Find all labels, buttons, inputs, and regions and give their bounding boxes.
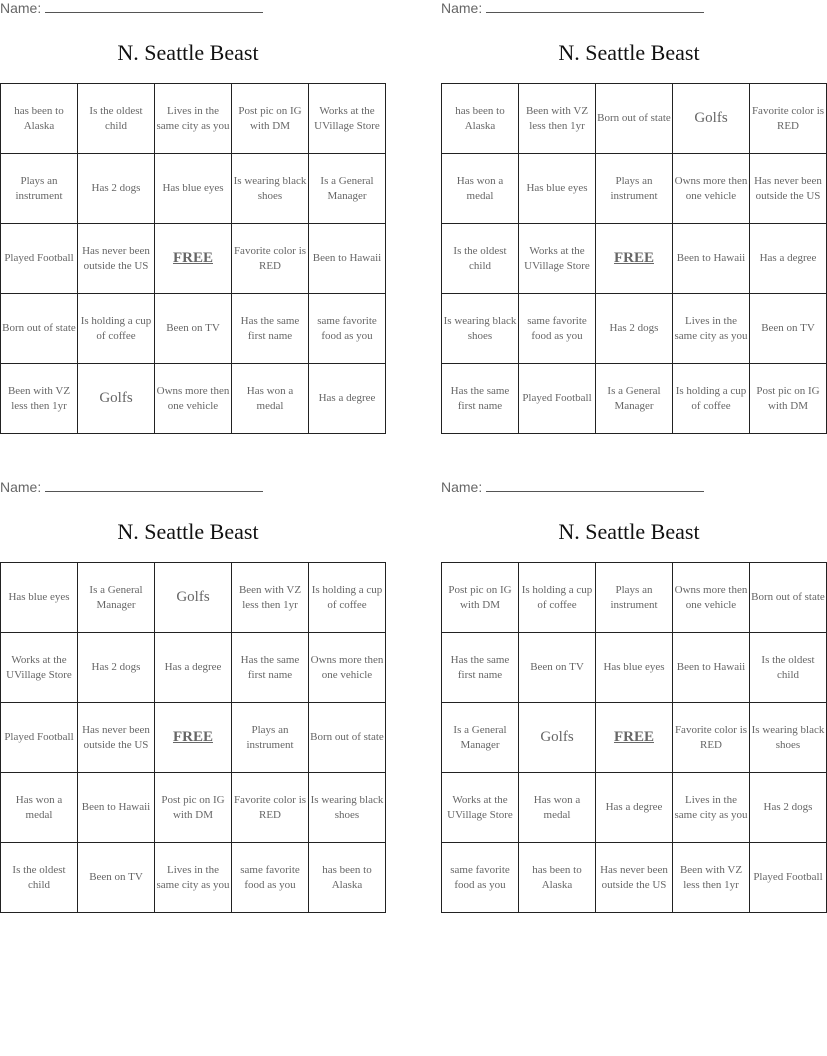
bingo-square[interactable]: Is wearing black shoes (309, 773, 386, 843)
bingo-square[interactable]: Favorite color is RED (232, 224, 309, 294)
bingo-square[interactable]: Has never been outside the US (596, 843, 673, 913)
bingo-square[interactable]: Born out of state (596, 84, 673, 154)
bingo-grid (441, 83, 827, 434)
bingo-square[interactable]: Golfs (673, 84, 750, 154)
bingo-square[interactable]: Is the oldest child (1, 843, 78, 913)
bingo-square[interactable]: Favorite color is RED (673, 703, 750, 773)
bingo-grid (0, 562, 386, 913)
name-blank-line (486, 0, 704, 13)
bingo-square[interactable]: Works at the UVillage Store (519, 224, 596, 294)
bingo-row (1, 773, 386, 843)
bingo-square[interactable]: Has 2 dogs (78, 154, 155, 224)
bingo-square[interactable]: Is holding a cup of coffee (673, 364, 750, 434)
bingo-square[interactable]: same favorite food as you (442, 843, 519, 913)
bingo-square[interactable]: Favorite color is RED (232, 773, 309, 843)
bingo-square[interactable]: Been on TV (155, 294, 232, 364)
bingo-square[interactable]: Has won a medal (1, 773, 78, 843)
bingo-row (442, 633, 827, 703)
bingo-row (1, 633, 386, 703)
bingo-square[interactable]: Has a degree (750, 224, 827, 294)
name-label: Name: (0, 0, 42, 16)
bingo-square[interactable]: Has won a medal (442, 154, 519, 224)
bingo-square[interactable]: Post pic on IG with DM (442, 563, 519, 633)
bingo-square[interactable]: Lives in the same city as you (155, 84, 232, 154)
bingo-square[interactable]: Been to Hawaii (673, 224, 750, 294)
bingo-square[interactable]: Has won a medal (232, 364, 309, 434)
bingo-square[interactable]: Is a General Manager (78, 563, 155, 633)
bingo-square[interactable]: Plays an instrument (596, 154, 673, 224)
bingo-square[interactable]: Is wearing black shoes (750, 703, 827, 773)
name-label: Name: (0, 479, 42, 495)
bingo-square[interactable]: Has 2 dogs (596, 294, 673, 364)
bingo-square[interactable]: Works at the UVillage Store (1, 633, 78, 703)
bingo-square[interactable]: Has the same first name (442, 633, 519, 703)
bingo-row (442, 703, 827, 773)
name-field[interactable] (0, 479, 270, 499)
bingo-square[interactable]: Lives in the same city as you (155, 843, 232, 913)
bingo-square[interactable]: Lives in the same city as you (673, 773, 750, 843)
bingo-square[interactable]: Played Football (519, 364, 596, 434)
free-space[interactable]: FREE (596, 703, 673, 773)
bingo-square[interactable]: Has a degree (309, 364, 386, 434)
free-space[interactable]: FREE (155, 224, 232, 294)
bingo-square[interactable]: Is the oldest child (750, 633, 827, 703)
bingo-square[interactable]: Has blue eyes (155, 154, 232, 224)
card-title: N. Seattle Beast (558, 519, 700, 544)
bingo-square[interactable]: Has never been outside the US (78, 224, 155, 294)
bingo-square[interactable]: Has the same first name (232, 633, 309, 703)
bingo-square[interactable]: Works at the UVillage Store (442, 773, 519, 843)
bingo-square[interactable]: Has the same first name (232, 294, 309, 364)
bingo-grid (441, 562, 827, 913)
bingo-square[interactable]: Is a General Manager (442, 703, 519, 773)
bingo-square[interactable]: Been on TV (519, 633, 596, 703)
bingo-square[interactable]: Plays an instrument (596, 563, 673, 633)
bingo-square[interactable]: has been to Alaska (442, 84, 519, 154)
name-blank-line (45, 0, 263, 13)
bingo-row (442, 563, 827, 633)
bingo-square[interactable]: Is the oldest child (442, 224, 519, 294)
bingo-square[interactable]: Lives in the same city as you (673, 294, 750, 364)
bingo-square[interactable]: Been with VZ less then 1yr (232, 563, 309, 633)
bingo-square[interactable]: Born out of state (1, 294, 78, 364)
bingo-square[interactable]: Been on TV (78, 843, 155, 913)
bingo-square[interactable]: Owns more then one vehicle (673, 154, 750, 224)
bingo-square[interactable]: Has blue eyes (596, 633, 673, 703)
bingo-square[interactable]: same favorite food as you (519, 294, 596, 364)
bingo-square[interactable]: Works at the UVillage Store (309, 84, 386, 154)
bingo-square[interactable]: Been to Hawaii (78, 773, 155, 843)
bingo-grid (0, 83, 386, 434)
bingo-square[interactable]: same favorite food as you (309, 294, 386, 364)
bingo-square[interactable]: Is holding a cup of coffee (519, 563, 596, 633)
bingo-row (442, 224, 827, 294)
bingo-row (442, 773, 827, 843)
bingo-square[interactable]: Has a degree (596, 773, 673, 843)
name-blank-line (45, 479, 263, 492)
bingo-square[interactable]: Has blue eyes (1, 563, 78, 633)
name-field[interactable] (0, 0, 270, 20)
bingo-square[interactable]: Has 2 dogs (750, 773, 827, 843)
bingo-row (442, 294, 827, 364)
bingo-square[interactable]: Has the same first name (442, 364, 519, 434)
bingo-square[interactable]: Golfs (519, 703, 596, 773)
bingo-square[interactable]: Is wearing black shoes (442, 294, 519, 364)
bingo-square[interactable]: Born out of state (309, 703, 386, 773)
name-label: Name: (441, 479, 483, 495)
bingo-row (442, 364, 827, 434)
bingo-row (1, 84, 386, 154)
name-label: Name: (441, 0, 483, 16)
bingo-row (1, 703, 386, 773)
bingo-square[interactable]: Post pic on IG with DM (155, 773, 232, 843)
bingo-square[interactable]: Favorite color is RED (750, 84, 827, 154)
bingo-square[interactable]: Been with VZ less then 1yr (519, 84, 596, 154)
bingo-square[interactable]: Played Football (1, 703, 78, 773)
bingo-square[interactable]: Is holding a cup of coffee (78, 294, 155, 364)
bingo-row (1, 294, 386, 364)
bingo-square[interactable]: same favorite food as you (232, 843, 309, 913)
bingo-square[interactable]: Been to Hawaii (673, 633, 750, 703)
bingo-square[interactable]: Been with VZ less then 1yr (673, 843, 750, 913)
bingo-square[interactable]: Post pic on IG with DM (232, 84, 309, 154)
bingo-square[interactable]: has been to Alaska (309, 843, 386, 913)
bingo-square[interactable]: Has never been outside the US (78, 703, 155, 773)
bingo-square[interactable]: Has never been outside the US (750, 154, 827, 224)
bingo-square[interactable]: Owns more then one vehicle (155, 364, 232, 434)
bingo-square[interactable]: Plays an instrument (232, 703, 309, 773)
bingo-square[interactable]: has been to Alaska (1, 84, 78, 154)
bingo-square[interactable]: Played Football (1, 224, 78, 294)
bingo-row (442, 154, 827, 224)
name-blank-line (486, 479, 704, 492)
bingo-square[interactable]: Been on TV (750, 294, 827, 364)
bingo-square[interactable]: Is wearing black shoes (232, 154, 309, 224)
bingo-square[interactable]: Is holding a cup of coffee (309, 563, 386, 633)
name-field[interactable] (441, 479, 711, 499)
card-title: N. Seattle Beast (117, 519, 259, 544)
bingo-square[interactable]: Plays an instrument (1, 154, 78, 224)
name-field[interactable] (441, 0, 711, 20)
bingo-square[interactable]: Has 2 dogs (78, 633, 155, 703)
bingo-square[interactable]: Been to Hawaii (309, 224, 386, 294)
bingo-square[interactable]: has been to Alaska (519, 843, 596, 913)
card-title: N. Seattle Beast (558, 40, 700, 65)
bingo-square[interactable]: Golfs (155, 563, 232, 633)
bingo-square[interactable]: Post pic on IG with DM (750, 364, 827, 434)
bingo-square[interactable]: Born out of state (750, 563, 827, 633)
free-space[interactable]: FREE (155, 703, 232, 773)
bingo-square[interactable]: Has blue eyes (519, 154, 596, 224)
bingo-row (1, 224, 386, 294)
bingo-square[interactable]: Been with VZ less then 1yr (1, 364, 78, 434)
bingo-square[interactable]: Owns more then one vehicle (673, 563, 750, 633)
bingo-square[interactable]: Played Football (750, 843, 827, 913)
free-space[interactable]: FREE (596, 224, 673, 294)
bingo-row (1, 364, 386, 434)
bingo-square[interactable]: Is a General Manager (596, 364, 673, 434)
bingo-square[interactable]: Has won a medal (519, 773, 596, 843)
bingo-square[interactable]: Golfs (78, 364, 155, 434)
bingo-row (1, 843, 386, 913)
bingo-row (442, 84, 827, 154)
bingo-row (1, 154, 386, 224)
bingo-square[interactable]: Is the oldest child (78, 84, 155, 154)
bingo-square[interactable]: Is a General Manager (309, 154, 386, 224)
bingo-row (442, 843, 827, 913)
card-title: N. Seattle Beast (117, 40, 259, 65)
bingo-square[interactable]: Has a degree (155, 633, 232, 703)
bingo-row (1, 563, 386, 633)
bingo-square[interactable]: Owns more then one vehicle (309, 633, 386, 703)
